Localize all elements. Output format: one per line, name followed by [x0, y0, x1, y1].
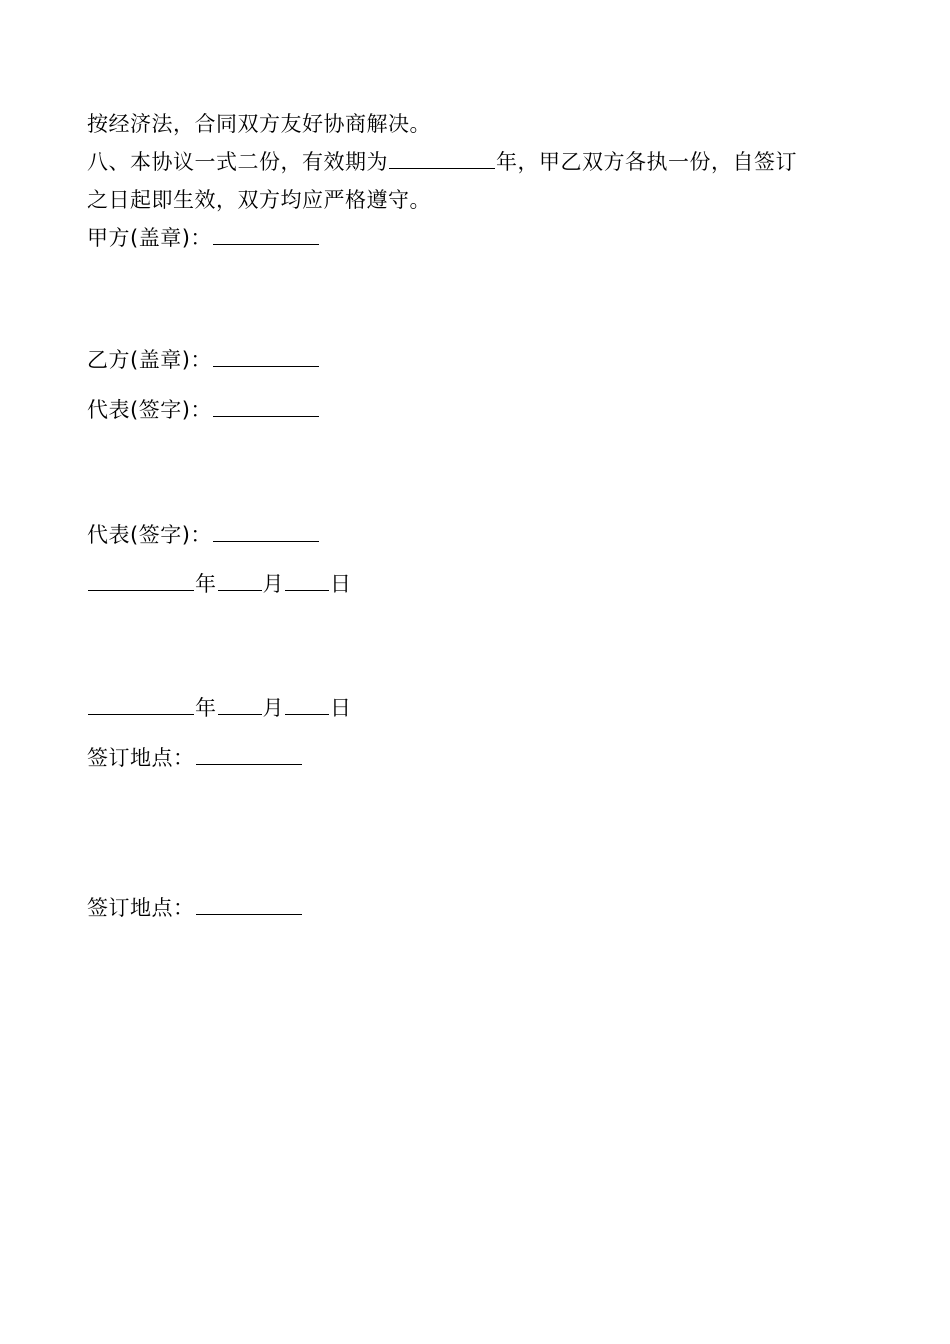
party-a-seal-blank[interactable] — [213, 218, 319, 245]
party-a-seal-line — [87, 218, 877, 258]
effective-text: 之日起即生效，双方均应严格遵守。 — [87, 188, 431, 212]
rep-b-signature-blank[interactable] — [213, 515, 319, 542]
date-b-year-blank[interactable] — [88, 688, 194, 715]
place-a-blank[interactable] — [196, 738, 302, 765]
rep-b-signature-label: 代表(签字)： — [87, 523, 212, 547]
date-a-day-blank[interactable] — [285, 564, 329, 591]
date-a-month-blank[interactable] — [218, 564, 262, 591]
place-b-line — [87, 888, 877, 928]
date-a-month-label: 月 — [262, 572, 284, 596]
date-a-year-label: 年 — [195, 572, 217, 596]
validity-text-part2: 年，甲乙双方各执一份，自签订 — [496, 150, 797, 174]
date-a-line — [87, 564, 877, 604]
text-line-dispute — [87, 104, 877, 144]
rep-a-signature-line — [87, 390, 877, 430]
place-a-label: 签订地点： — [87, 746, 195, 770]
date-b-year-label: 年 — [195, 696, 217, 720]
place-b-label: 签订地点： — [87, 896, 195, 920]
party-b-seal-label: 乙方(盖章)： — [87, 348, 212, 372]
text-line-effective — [87, 180, 877, 220]
party-b-seal-line — [87, 340, 877, 380]
date-a-year-blank[interactable] — [88, 564, 194, 591]
dispute-text: 按经济法，合同双方友好协商解决。 — [87, 112, 431, 136]
date-a-day-label: 日 — [330, 572, 352, 596]
place-b-blank[interactable] — [196, 888, 302, 915]
party-a-seal-label: 甲方(盖章)： — [87, 226, 212, 250]
rep-a-signature-label: 代表(签字)： — [87, 398, 212, 422]
validity-text-part1: 八、本协议一式二份，有效期为 — [87, 150, 388, 174]
rep-b-signature-line — [87, 515, 877, 555]
text-line-validity — [87, 142, 877, 182]
date-b-day-blank[interactable] — [285, 688, 329, 715]
date-b-day-label: 日 — [330, 696, 352, 720]
party-b-seal-blank[interactable] — [213, 340, 319, 367]
rep-a-signature-blank[interactable] — [213, 390, 319, 417]
date-b-month-blank[interactable] — [218, 688, 262, 715]
date-b-month-label: 月 — [262, 696, 284, 720]
date-b-line — [87, 688, 877, 728]
validity-years-blank[interactable] — [389, 142, 495, 169]
place-a-line — [87, 738, 877, 778]
